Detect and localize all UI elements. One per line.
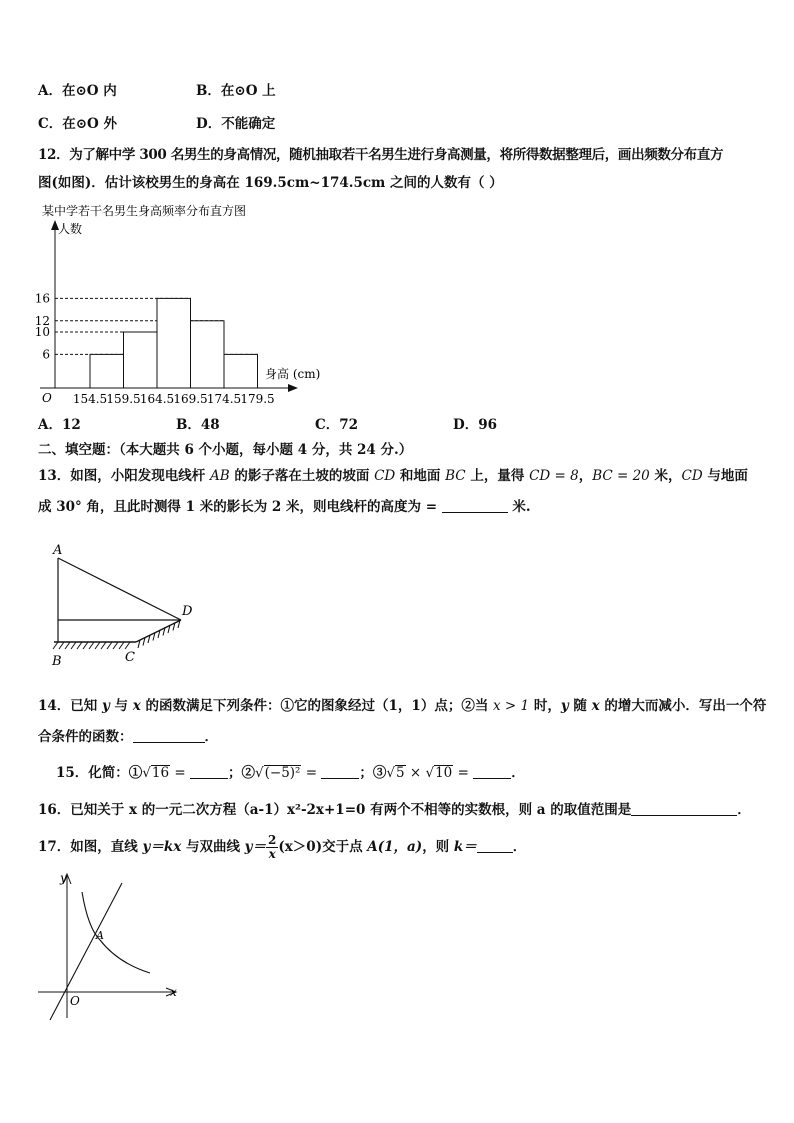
point-b-label: B — [52, 654, 62, 669]
q17-fraction — [266, 834, 278, 861]
q13-var-ab: AB — [210, 468, 230, 484]
fraction-denominator: x — [268, 847, 276, 861]
q17-text: (x＞0)交于点 — [278, 839, 368, 855]
q15-text: ． — [511, 765, 525, 781]
q15-answer-blank-3[interactable] — [473, 764, 511, 779]
q14-text: 与 — [109, 698, 133, 714]
q13-answer-blank[interactable] — [442, 498, 508, 513]
q15-equals: = — [453, 765, 474, 781]
ground-hatching — [53, 620, 180, 649]
q11-option-d: D．不能确定 — [196, 116, 276, 132]
histogram-bar — [124, 332, 158, 388]
y-axis-label: y — [60, 871, 67, 885]
q14-var-y: y — [102, 698, 110, 714]
histogram-bar — [191, 321, 225, 388]
q14-text: 的增大而减小．写出一个符 — [599, 698, 767, 714]
hyperbola-curve — [82, 892, 150, 973]
origin-label: O — [42, 391, 52, 405]
fraction-numerator: 2 — [268, 833, 277, 847]
q15-equals: = — [301, 765, 322, 781]
q17-text: ． — [512, 839, 527, 855]
q14-condition: x > 1 — [493, 698, 530, 714]
q14-text: 合条件的函数： — [38, 729, 133, 745]
histogram-bar — [90, 354, 124, 388]
q14-answer-blank[interactable] — [133, 728, 205, 743]
histogram-chart — [30, 200, 330, 410]
section-header: 二、填空题：（本大题共 6 个小题，每小题 4 分，共 24 分.） — [38, 442, 413, 458]
q17-answer-blank[interactable] — [477, 838, 513, 853]
chart-title: 某中学若干名男生身高频率分布直方图 — [42, 204, 247, 218]
q14-text: 的函数满足下列条件：①它的图象经过（1，1）点；②当 — [140, 698, 494, 714]
q17-var-k: k＝ — [453, 839, 477, 855]
y-tick-label: 10 — [34, 325, 50, 339]
q13-stem-line1 — [38, 466, 748, 486]
q14-var-x: x — [591, 698, 600, 714]
origin-label: O — [70, 994, 80, 1008]
y-tick-label: 16 — [34, 291, 50, 306]
q17-point: A(1，a) — [367, 839, 423, 855]
point-a-label: A — [96, 929, 104, 942]
q15-times: × — [405, 765, 426, 781]
q16-text: 16．已知关于 x 的一元二次方程（a-1）x²-2x+1=0 有两个不相等的实数根，则 a 的取值范围是 — [38, 802, 632, 818]
q14-var-x: x — [132, 698, 141, 714]
point-c-label: C — [125, 650, 135, 665]
q14-text: ． — [204, 729, 218, 745]
q13-figure — [40, 540, 200, 670]
q14-text: 时， — [529, 698, 561, 714]
q14-stem-line1 — [38, 696, 766, 716]
q15-radicand-2: (−5)² — [264, 765, 301, 781]
q14-text: 14．已知 — [38, 698, 102, 714]
q15-stem: 15．化简：①√16 = ；②√(−5)² = ；③√5 × √10 = ． — [56, 765, 525, 781]
q15-answer-blank-2[interactable] — [321, 764, 359, 779]
q13-eq-bc: BC = 20 — [592, 468, 650, 484]
x-axis-arrow — [288, 384, 298, 392]
q15-radicand-1: 16 — [151, 765, 170, 781]
q15-text: ；② — [228, 765, 255, 781]
q12-option-a: A．12 — [38, 417, 81, 433]
q13-text: 米. — [507, 499, 531, 515]
q13-text: 13．如图，小阳发现电线杆 — [38, 468, 210, 484]
q11-option-c: C．在⊙O 外 — [38, 116, 118, 132]
q17-line-eq: y＝kx — [142, 839, 182, 855]
q13-text: 成 30° 角，且此时测得 1 米的影长为 2 米，则电线杆的高度为 = — [38, 499, 442, 515]
q17-figure — [30, 868, 190, 1033]
q15-radicand-3b: 10 — [435, 765, 453, 781]
q13-text: 米， — [649, 468, 682, 484]
q14-stem-line2 — [38, 727, 218, 747]
y-tick-label: 12 — [34, 313, 50, 328]
q12-option-c: C．72 — [315, 417, 359, 433]
histogram-bar — [157, 298, 191, 388]
q13-text: 和地面 — [395, 468, 446, 484]
q13-var-cd: CD — [374, 468, 396, 484]
x-axis-label: x — [170, 985, 177, 999]
q17-text: 与双曲线 — [181, 839, 245, 855]
sun-ray — [58, 558, 181, 620]
q13-text: 与地面 — [702, 468, 748, 484]
x-tick-label: 174.5 — [206, 392, 242, 406]
q16-answer-blank[interactable] — [631, 801, 737, 816]
y-tick-label: 6 — [42, 347, 50, 362]
x-tick-label: 159.5 — [106, 392, 141, 406]
q16-text: ． — [737, 802, 751, 818]
histogram-bar — [224, 354, 258, 388]
q12-option-b: B．48 — [176, 417, 220, 433]
q15-text: 15．化简：① — [56, 765, 143, 781]
point-d-label: D — [182, 604, 193, 619]
q14-text: 随 — [568, 698, 592, 714]
q12-option-d: D．96 — [453, 417, 497, 433]
x-tick-label: 164.5 — [139, 392, 175, 406]
q13-stem-line2 — [38, 497, 531, 517]
point-a-label: A — [53, 543, 63, 558]
q13-var-cd: CD — [681, 468, 703, 484]
q12-stem-line2: 图(如图)．估计该校男生的身高在 169.5cm~174.5cm 之间的人数有（ ） — [38, 175, 503, 191]
q13-eq-cd: CD = 8 — [529, 468, 579, 484]
q13-var-bc: BC — [445, 468, 466, 484]
q15-equals: = — [170, 765, 190, 781]
q11-option-b: B．在⊙O 上 — [196, 83, 276, 99]
q13-text: 的影子落在土坡的坡面 — [229, 468, 375, 484]
x-tick-label: 169.5 — [173, 392, 208, 406]
x-tick-label: 179.5 — [240, 392, 275, 406]
slope-cd — [136, 620, 181, 642]
q15-answer-blank-1[interactable] — [190, 764, 228, 779]
q17-stem — [38, 834, 526, 861]
q16-stem — [38, 800, 751, 820]
q15-radicand-3a: 5 — [395, 765, 405, 781]
q12-stem-line1: 12．为了解中学 300 名男生的身高情况，随机抽取若干名男生进行身高测量，将所得数据整理后，画出频数分布直方 — [38, 147, 724, 163]
x-axis-label: 身高 (cm) — [265, 367, 321, 381]
q17-text: ，则 — [422, 839, 454, 855]
q17-curve-eq: y＝ — [244, 839, 267, 855]
q11-option-a: A．在⊙O 内 — [38, 83, 117, 99]
q15-text: ；③ — [359, 765, 387, 781]
q13-text: ， — [578, 468, 593, 484]
x-tick-label: 154.5 — [72, 392, 108, 406]
q17-text: 17．如图，直线 — [38, 839, 143, 855]
q14-var-y: y — [560, 698, 569, 714]
q13-text: 上，量得 — [465, 468, 530, 484]
y-axis-label: 人数 — [58, 222, 83, 236]
